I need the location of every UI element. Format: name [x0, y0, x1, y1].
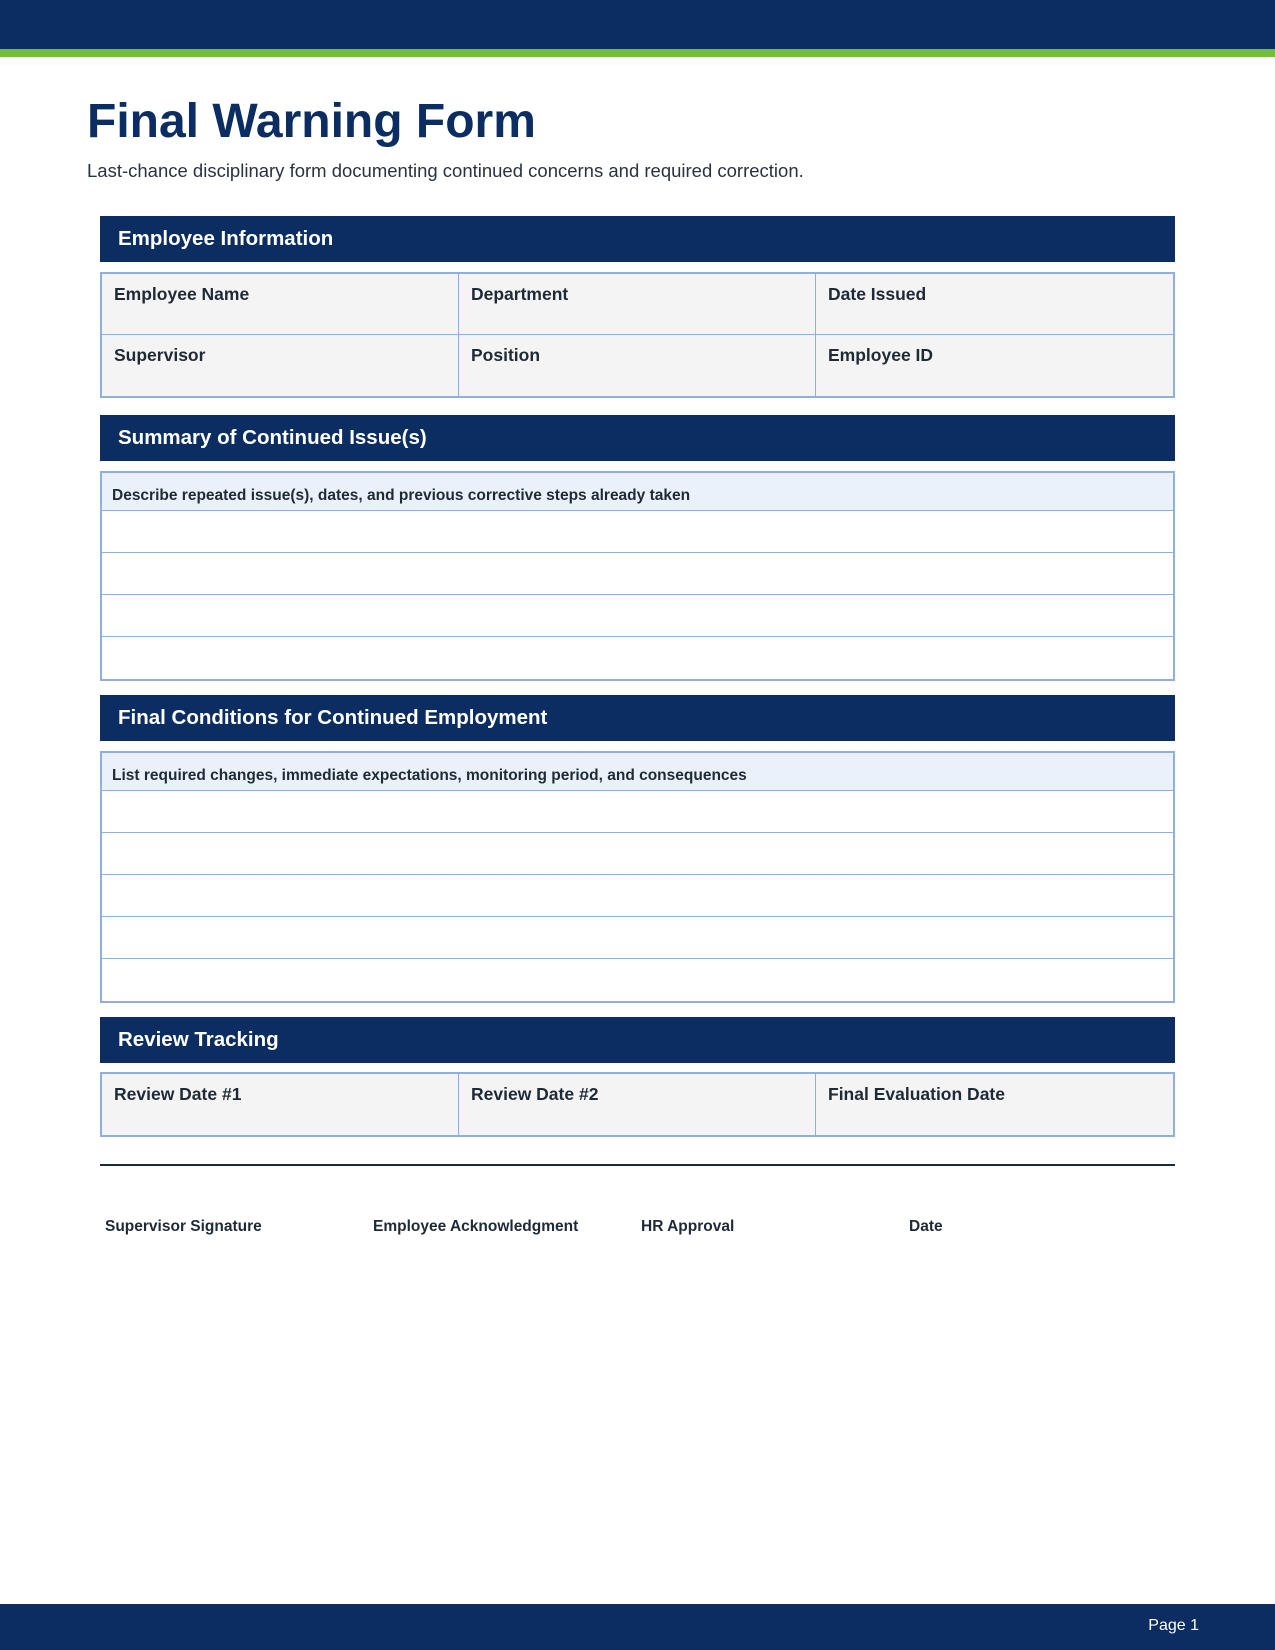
conditions-line[interactable]	[102, 959, 1173, 1001]
conditions-box	[100, 751, 1175, 1003]
field-final-evaluation-date[interactable]: Final Evaluation Date	[828, 1084, 1005, 1104]
summary-line[interactable]	[102, 595, 1173, 637]
signature-date[interactable]: Date	[909, 1218, 943, 1235]
field-supervisor[interactable]: Supervisor	[102, 335, 459, 396]
field-review-date-1[interactable]: Review Date #1	[102, 1074, 459, 1135]
footer-bar	[0, 1604, 1275, 1650]
review-tracking-grid	[100, 1072, 1175, 1137]
summary-box	[100, 471, 1175, 681]
conditions-line[interactable]	[102, 875, 1173, 917]
conditions-line[interactable]	[102, 833, 1173, 875]
field-review-date-2[interactable]: Review Date #2	[459, 1074, 816, 1135]
summary-line[interactable]	[102, 553, 1173, 595]
section-header-final-conditions: Final Conditions for Continued Employment	[100, 695, 1175, 741]
field-employee-id[interactable]: Employee ID	[828, 345, 934, 365]
section-header-employee-information: Employee Information	[100, 216, 1175, 262]
field-employee-name[interactable]: Employee Name	[102, 274, 459, 335]
conditions-line[interactable]	[102, 791, 1173, 833]
summary-line[interactable]	[102, 637, 1173, 679]
signature-supervisor[interactable]: Supervisor Signature	[105, 1218, 262, 1235]
signature-hr-approval[interactable]: HR Approval	[641, 1218, 735, 1235]
page-subtitle: Last-chance disciplinary form documenting continued concerns and required correction.	[87, 160, 804, 181]
field-date-issued[interactable]: Date Issued	[816, 274, 1173, 335]
top-accent-stripe	[0, 49, 1275, 57]
summary-prompt: Describe repeated issue(s), dates, and previous corrective steps already taken	[102, 473, 1173, 511]
signature-employee-acknowledgment[interactable]: Employee Acknowledgment	[373, 1218, 579, 1235]
signature-rule	[100, 1164, 1175, 1166]
section-header-review-tracking: Review Tracking	[100, 1017, 1175, 1063]
page-number: Page 1	[1148, 1617, 1199, 1634]
conditions-prompt: List required changes, immediate expectations, monitoring period, and consequences	[102, 753, 1173, 791]
page-title: Final Warning Form	[87, 95, 536, 148]
summary-line[interactable]	[102, 511, 1173, 553]
field-department[interactable]: Department	[459, 274, 816, 335]
field-position[interactable]: Position	[459, 335, 816, 396]
conditions-line[interactable]	[102, 917, 1173, 959]
employee-info-grid	[100, 272, 1175, 398]
top-banner	[0, 0, 1275, 49]
section-header-summary: Summary of Continued Issue(s)	[100, 415, 1175, 461]
